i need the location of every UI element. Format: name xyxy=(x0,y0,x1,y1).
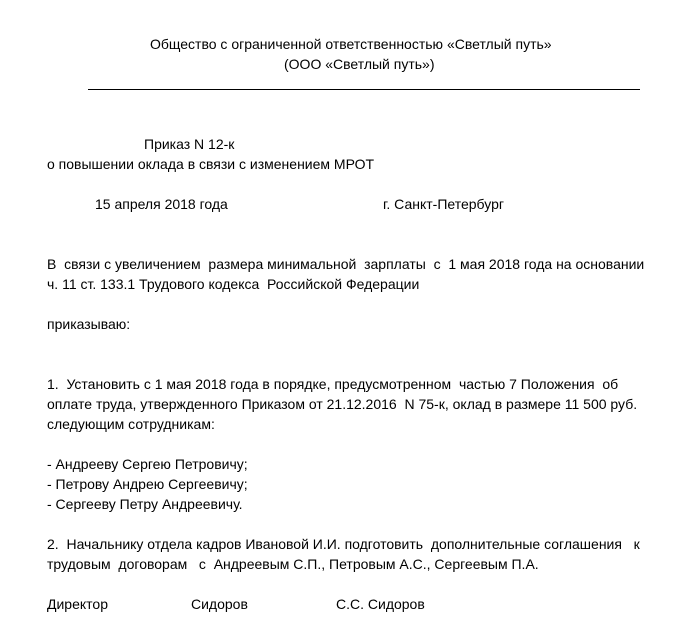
item-2-line-1: 2. Начальнику отдела кадров Ивановой И.И. подготовить дополнительные соглашения к xyxy=(47,536,640,552)
item-1-line-1: 1. Установить с 1 мая 2018 года в порядке, предусмотренном частью 7 Положения об xyxy=(47,376,619,392)
item-2-line-2: трудовым договорам с Андреевым С.П., Петровым А.С., Сергеевым П.А. xyxy=(47,556,539,572)
employee-list-item: - Петрову Андрею Сергеевичу; xyxy=(47,476,248,492)
order-word: приказываю: xyxy=(47,316,131,332)
item-1-line-3: следующим сотрудникам: xyxy=(47,416,215,432)
employee-list-item: - Сергееву Петру Андреевичу. xyxy=(47,496,243,512)
employee-list-item: - Андрееву Сергею Петровичу; xyxy=(47,456,248,472)
order-city: г. Санкт-Петербург xyxy=(383,196,504,212)
signature-mark: Сидоров xyxy=(191,596,248,612)
item-1-line-2: оплате труда, утвержденного Приказом от 21.12.2016 N 75-к, оклад в размере 11 500 руб. xyxy=(47,396,638,412)
signature-position: Директор xyxy=(47,596,108,612)
organization-full-name: Общество с ограниченной ответственностью «Светлый путь» xyxy=(150,36,552,52)
preamble-line-1: В связи с увеличением размера минимальной зарплаты с 1 мая 2018 года на основании xyxy=(47,256,645,272)
signatory-name: С.С. Сидоров xyxy=(336,596,425,612)
header-divider xyxy=(88,89,640,90)
order-subject: о повышении оклада в связи с изменением МРОТ xyxy=(47,156,375,172)
order-date: 15 апреля 2018 года xyxy=(95,196,228,212)
order-number: Приказ N 12-к xyxy=(144,136,235,152)
preamble-line-2: ч. 11 ст. 133.1 Трудового кодекса Российской Федерации xyxy=(47,276,420,292)
organization-short-name: (ООО «Светлый путь») xyxy=(284,56,435,72)
